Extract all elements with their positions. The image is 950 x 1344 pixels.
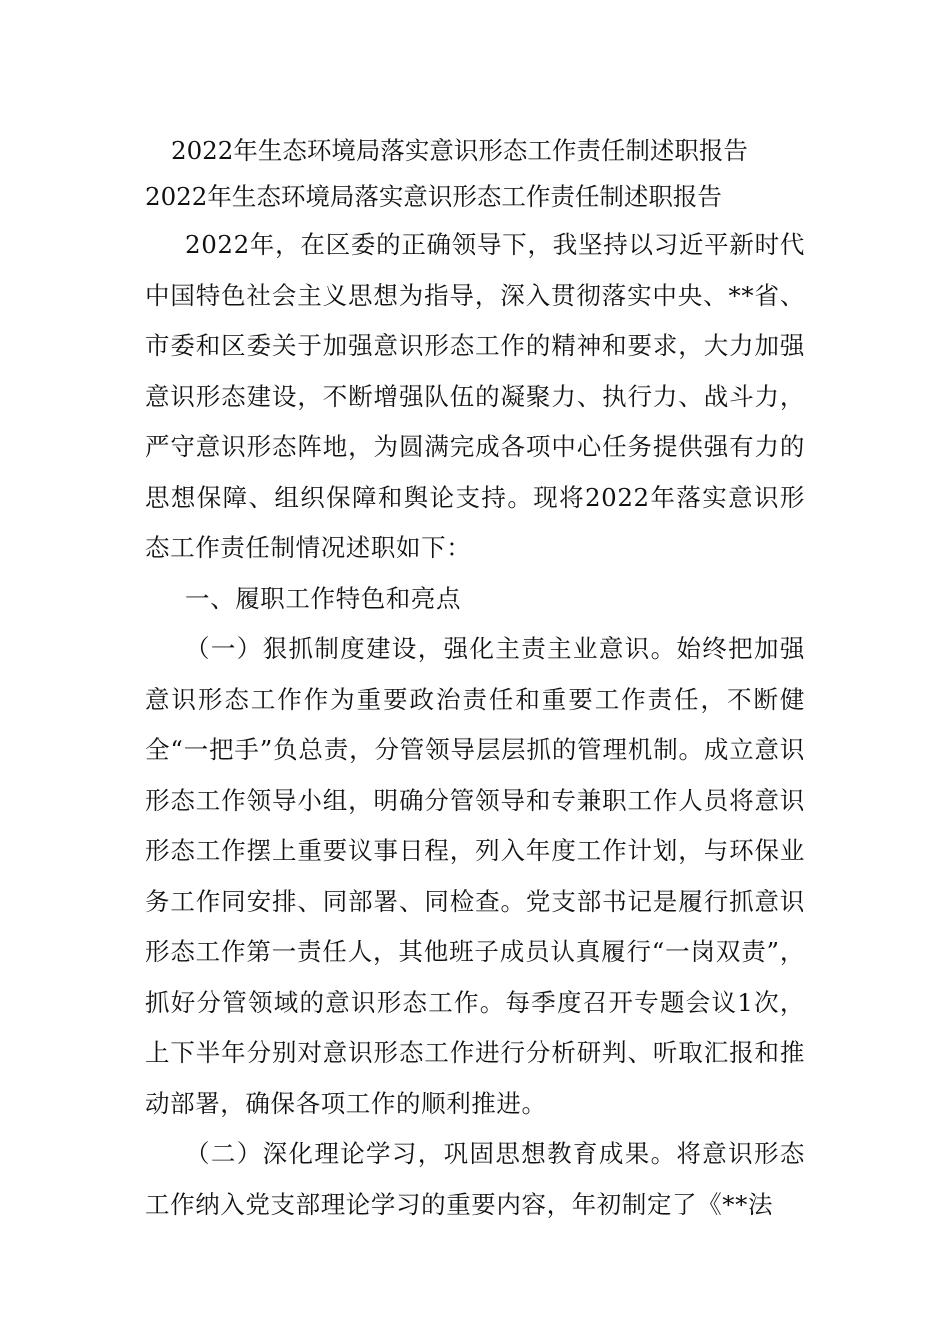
document-subtitle: 2022年生态环境局落实意识形态工作责任制述职报告 [145, 182, 722, 211]
paragraph-intro: 2022年，在区委的正确领导下，我坚持以习近平新时代中国特色社会主义思想为指导，深入贯彻落实中央、**省、市委和区委关于加强意识形态工作的精神和要求，大力加强意识形态建设，不断增强队伍的凝聚力、执行力、战斗力，严守意识形态阵地，为圆满完成各项中心任务提供强有力的思想保障、组织保障和舆论支持。现将2022年落实意识形态工作责任制情况述职如下： [145, 230, 805, 562]
paragraph-item-2: （二）深化理论学习，巩固思想教育成果。将意识形态工作纳入党支部理论学习的重要内容，年初制定了《**法 [145, 1139, 805, 1219]
section-heading: 一、履职工作特色和亮点 [185, 583, 462, 613]
paragraph-item-1: （一）狠抓制度建设，强化主责主业意识。始终把加强意识形态工作作为重要政治责任和重要工作责任，不断健全“一把手”负总责，分管领导层层抓的管理机制。成立意识形态工作领导小组，明确分管领导和专兼职工作人员将意识形态工作摆上重要议事日程，列入年度工作计划，与环保业务工作同安排、同部署、同检查。党支部书记是履行抓意识形态工作第一责任人，其他班子成员认真履行“一岗双责”，抓好分管领域的意识形态工作。每季度召开专题会议1次，上下半年分别对意识形态工作进行分析研判、听取汇报和推动部署，确保各项工作的顺利推进。 [145, 634, 805, 1118]
document-page [145, 128, 805, 1230]
document-title: 2022年生态环境局落实意识形态工作责任制述职报告 [171, 136, 748, 165]
